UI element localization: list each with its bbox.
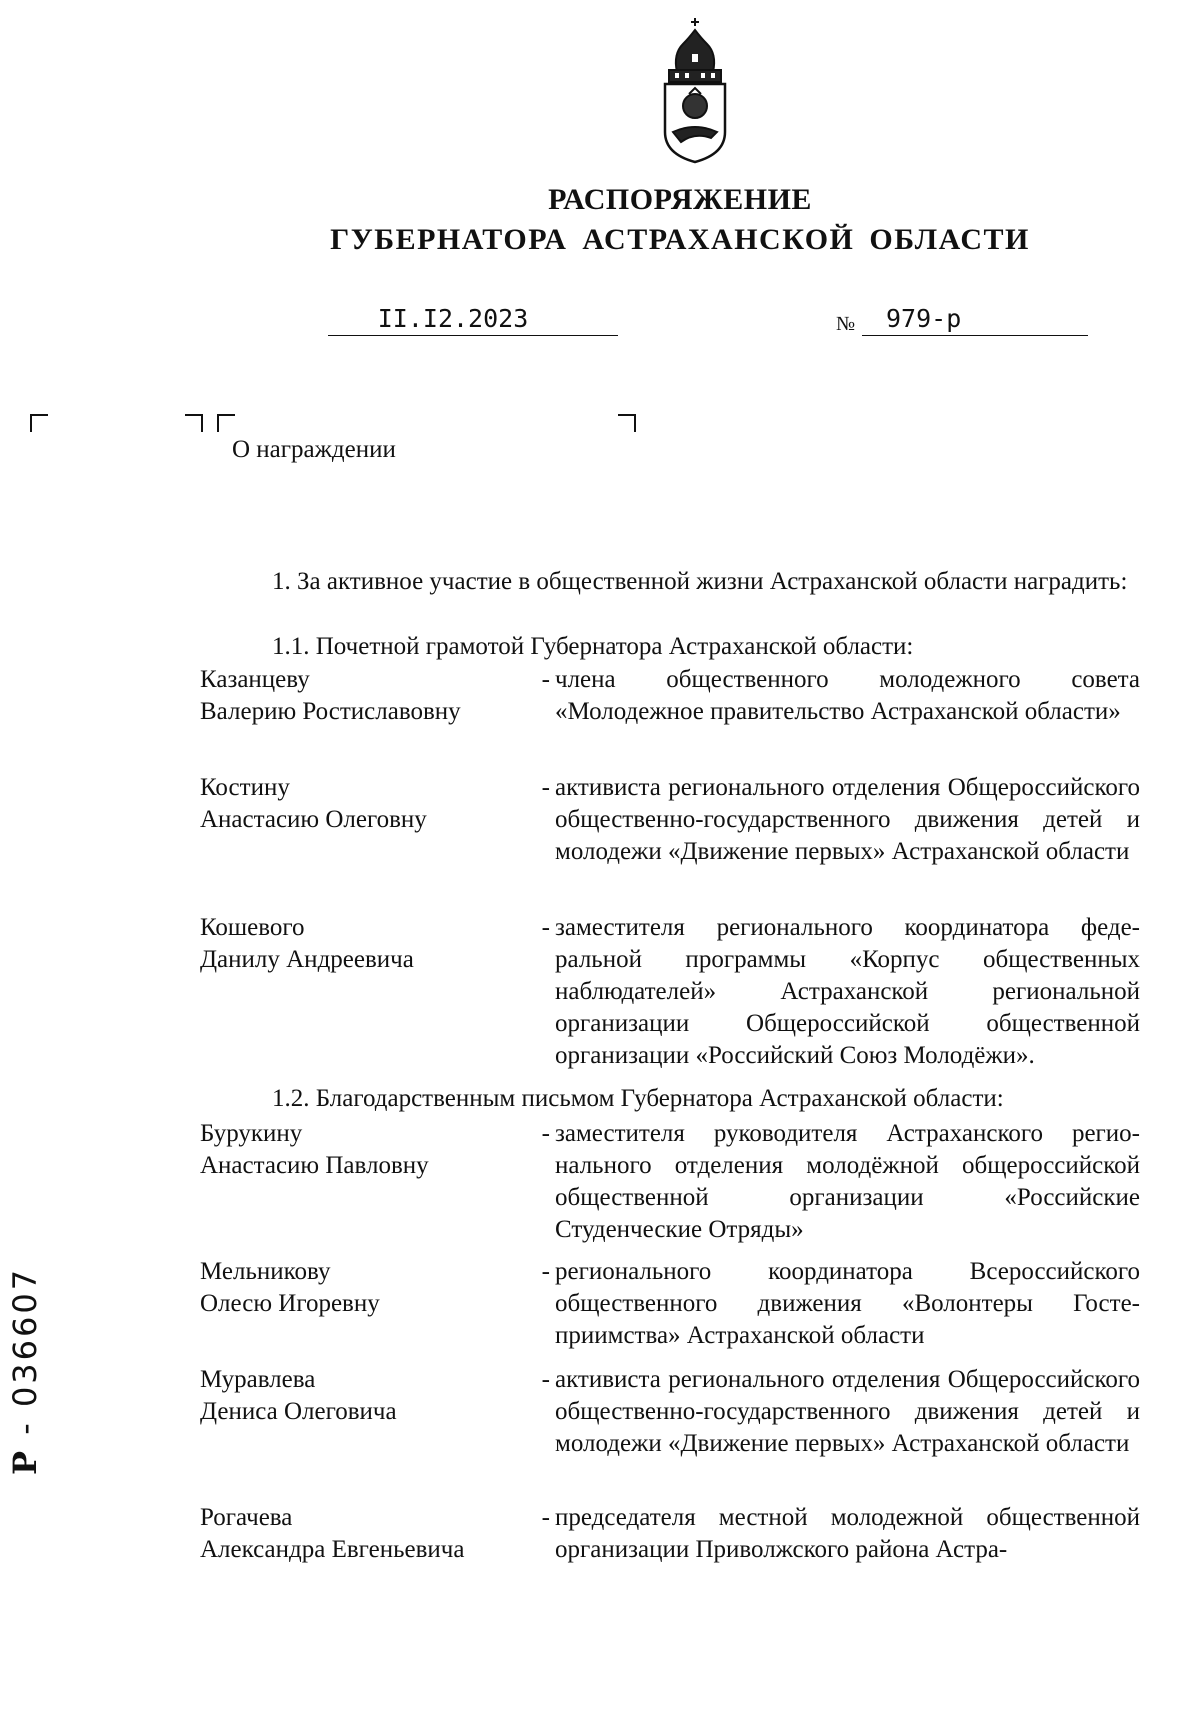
awardee-role: активиста регионального отделения Общероссийского общественно-государственного движения детей и молодежи «Движение первых» Астраханской области [555,1366,1140,1457]
corner-mark [618,414,636,432]
corner-mark [185,414,203,432]
entry-dash: - [541,1120,550,1147]
awardee-role: заместителя руководителя Астраханского регионального отделения молодёжной общероссийской общественной организации «Российские Студенческие Отряды» [555,1120,1140,1243]
corner-mark [30,414,48,432]
awardee-name [200,1118,520,1182]
awardee-given-name: Александра Евгеньевича [200,1536,465,1563]
awardee-given-name: Валерию Ростиславовну [200,698,461,725]
document-number: 979-р [862,304,1088,336]
entry-dash: - [541,1366,550,1393]
corner-mark [217,414,235,432]
awardee-surname: Бурукину [200,1120,303,1147]
awardee-surname: Казанцеву [200,666,310,693]
entry-dash: - [541,1258,550,1285]
awardee-role: активиста регионального отделения Общероссийского общественно-государственного движения детей и молодежи «Движение первых» Астраханской области [555,774,1140,865]
awardee-role: члена общественного молодежного совета «Молодежное правительство Астраханской области» [555,666,1140,725]
awardee-given-name: Анастасию Олеговну [200,806,427,833]
awardee-surname: Мельникову [200,1258,331,1285]
serial-letter: Р [6,1447,44,1475]
awardee-given-name: Олесю Игоревну [200,1290,380,1317]
coat-of-arms-icon [655,14,735,164]
entry-dash: - [541,914,550,941]
serial-digits: - 036607 [6,1266,44,1435]
awardee-role: председателя местной молодежной общественной организации Приволжского района Астра- [555,1504,1140,1563]
awardee-name [200,1256,520,1320]
awardee-role: регионального координатора Всероссийского общественного движения «Волонтеры Гостеприимства» Астраханской области [555,1258,1140,1349]
awardee-surname: Муравлева [200,1366,316,1393]
awardee-given-name: Анастасию Павловну [200,1152,429,1179]
section-1-2-heading: 1.2. Благодарственным письмом Губернатора Астраханской области: [272,1085,1004,1112]
awardee-name [200,1364,520,1428]
awardee-surname: Кошевого [200,914,305,941]
document-subject: О награждении [232,436,396,463]
number-label: № [836,313,856,335]
section-1-1-heading: 1.1. Почетной грамотой Губернатора Астраханской области: [272,633,914,660]
document-type-title: РАСПОРЯЖЕНИЕ [548,183,812,216]
awardee-surname: Рогачева [200,1504,293,1531]
awardee-given-name: Данилу Андреевича [200,946,414,973]
awardee-role: заместителя регионального координатора федеральной программы «Корпус общественных наблюдателей» Астраханской региональной организации Общероссийской общественной организации «Российский Союз Молодёжи». [555,914,1140,1069]
awardee-name [200,1502,520,1566]
awardee-surname: Костину [200,774,290,801]
entry-dash: - [541,774,550,801]
paragraph-1: 1. За активное участие в общественной жизни Астраханской области наградить: [272,568,1128,595]
awardee-name [200,772,520,836]
entry-dash: - [541,1504,550,1531]
form-serial-number [6,1235,46,1475]
awardee-given-name: Дениса Олеговича [200,1398,397,1425]
document-date: II.I2.2023 [328,304,618,336]
awardee-name [200,912,520,976]
entry-dash: - [541,666,550,693]
issuer-title: ГУБЕРНАТОРА АСТРАХАНСКОЙ ОБЛАСТИ [330,223,1030,256]
awardee-name [200,664,520,728]
